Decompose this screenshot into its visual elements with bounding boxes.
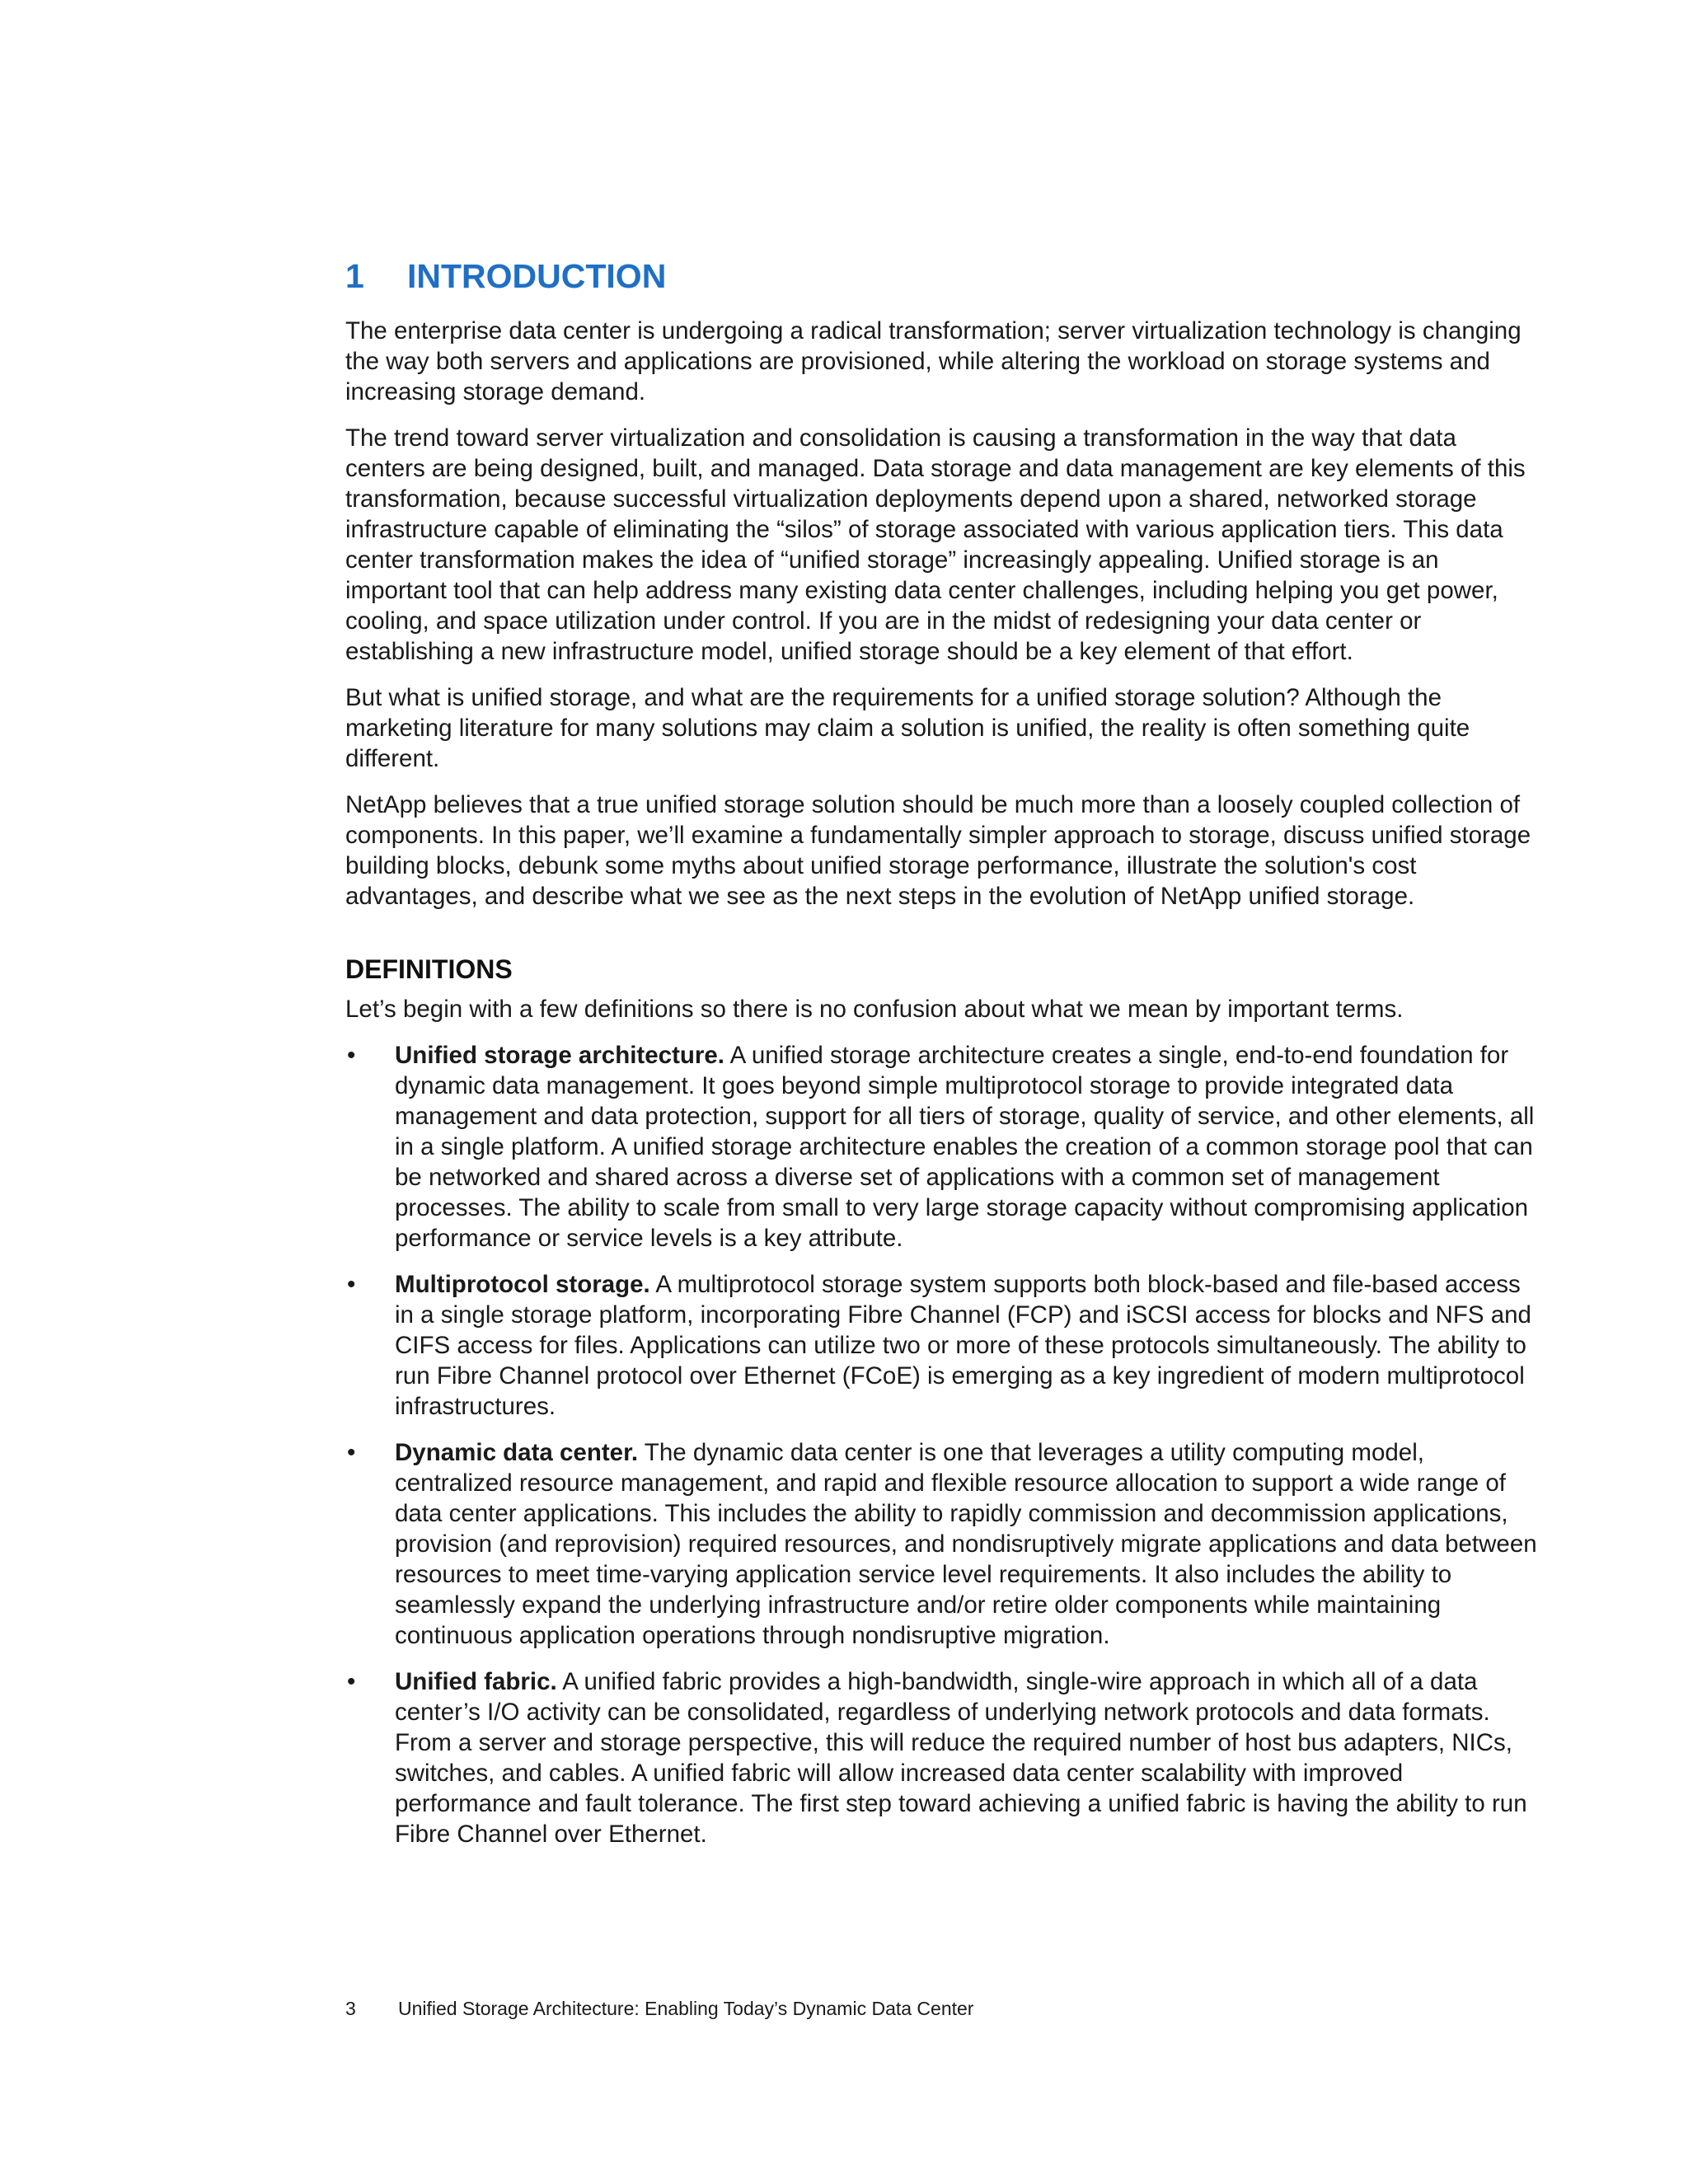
intro-paragraph: The trend toward server virtualization and consolidation is causing a transformation in the way that data centers are being designed, built, and managed. Data storage and data management are key elements of this transformation, because successful virtualization deployments depend upon a shared, networked storage infrastructure capable of eliminating the “silos” of storage associated with various application tiers. This data center transformation makes the idea of “unified storage” increasingly appealing. Unified storage is an important tool that can help address many existing data center challenges, including helping you get power, cooling, and space utilization under control. If you are in the midst of redesigning your data center or establishing a new infrastructure model, unified storage should be a key element of that effort. [345, 424, 1526, 665]
bullet-icon: • [347, 1042, 356, 1069]
definition-text: A multiprotocol storage system supports both block-based and file-based access in a single storage platform, incorporating Fibre Channel (FCP) and iSCSI access for blocks and NFS and CIFS access for files. Applications can utilize two or more of these protocols simultaneously. The ability to run Fibre Channel protocol over Ethernet (FCoE) is emerging as a key ingredient of modern multiprotocol infrastructures. [395, 1271, 1531, 1420]
definition-item [345, 1666, 1540, 1849]
definition-text: A unified storage architecture creates a single, end-to-end foundation for dynamic data management. It goes beyond simple multiprotocol storage to provide integrated data management and data protection, support for all tiers of storage, quality of service, and other elements, all in a single platform. A unified storage architecture enables the creation of a common storage pool that can be networked and shared across a diverse set of applications with a common set of management processes. The ability to scale from small to very large storage capacity without compromising application performance or service levels is a key attribute. [395, 1042, 1535, 1252]
definitions-heading: DEFINITIONS [345, 954, 513, 984]
intro-paragraph: But what is unified storage, and what are the requirements for a unified storage solution? Although the marketing literature for many solutions may claim a solution is unified, the reality is often something quite different. [345, 684, 1470, 772]
section-number: 1 [345, 257, 364, 295]
definition-term: Dynamic data center. [395, 1439, 639, 1466]
footer-page-number: 3 [345, 1998, 356, 2019]
section-title: INTRODUCTION [407, 257, 667, 295]
definition-item [345, 1040, 1540, 1254]
section-heading [345, 251, 1540, 301]
definitions-lead: Let’s begin with a few definitions so there is no confusion about what we mean by important terms. [345, 996, 1404, 1023]
page-content [345, 251, 1540, 1865]
intro-paragraph: NetApp believes that a true unified storage solution should be much more than a loosely coupled collection of components. In this paper, we’ll examine a fundamentally simpler approach to storage, discuss unified storage building blocks, debunk some myths about unified storage performance, illustrate the solution's cost advantages, and describe what we see as the next steps in the evolution of NetApp unified storage. [345, 791, 1531, 910]
bullet-icon: • [347, 1668, 356, 1695]
definition-term: Multiprotocol storage. [395, 1271, 650, 1298]
definitions-list [345, 1040, 1540, 1849]
definition-text: The dynamic data center is one that leverages a utility computing model, centralized resource management, and rapid and flexible resource allocation to support a wide range of data center applications. This includes the ability to rapidly commission and decommission applications, provision (and reprovision) required resources, and nondisruptively migrate applications and data between resources to meet time-varying application service level requirements. It also includes the ability to seamlessly expand the underlying infrastructure and/or retire older components while maintaining continuous application operations through nondisruptive migration. [395, 1439, 1537, 1649]
bullet-icon: • [347, 1439, 356, 1466]
definition-item [345, 1437, 1540, 1651]
definition-text: A unified fabric provides a high-bandwidth, single-wire approach in which all of a data center’s I/O activity can be consolidated, regardless of underlying network protocols and data formats. From a server and storage perspective, this will reduce the required number of host bus adapters, NICs, switches, and cables. A unified fabric will allow increased data center scalability with improved performance and fault tolerance. The first step toward achieving a unified fabric is having the ability to run Fibre Channel over Ethernet. [395, 1668, 1527, 1848]
bullet-icon: • [347, 1271, 356, 1298]
definition-item [345, 1269, 1540, 1422]
footer-document-title: Unified Storage Architecture: Enabling Today’s Dynamic Data Center [398, 1998, 974, 2019]
page-footer [345, 1996, 973, 2021]
intro-paragraph: The enterprise data center is undergoing a radical transformation; server virtualization technology is changing the way both servers and applications are provisioned, while altering the workload on storage systems and increasing storage demand. [345, 317, 1522, 405]
definition-term: Unified storage architecture. [395, 1042, 724, 1069]
definition-term: Unified fabric. [395, 1668, 557, 1695]
